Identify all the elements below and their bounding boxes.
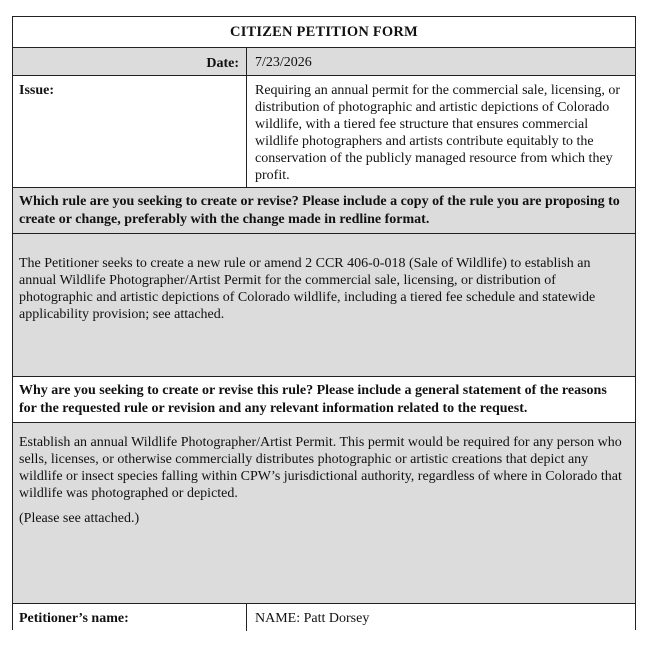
- issue-text: Requiring an annual permit for the commercial sale, licensing, or distribution of photographic and artistic depictions of Colorado wildlife, with a tiered fee structure that ensures commercial wildlife photographers and artists contribute equitably to the conservation of the publicly managed resource from which they profit.: [246, 76, 635, 187]
- issue-row: [13, 75, 635, 187]
- answer-rule: The Petitioner seeks to create a new rule or amend 2 CCR 406-0-018 (Sale of Wildlife) to establish an annual Wildlife Photographer/Artist Permit for the commercial sale, licensing, or distribution of photographic and artistic depictions of Colorado wildlife, including a tiered fee schedule and statewide applicability provision; see attached.: [13, 233, 635, 376]
- petitioner-label: Petitioner’s name:: [19, 611, 129, 626]
- question-rule: Which rule are you seeking to create or revise? Please include a copy of the rule you are proposing to create or change, preferably with the change made in redline format.: [13, 187, 635, 233]
- question-reason: Why are you seeking to create or revise this rule? Please include a general statement of the reasons for the requested rule or revision and any relevant information related to the request.: [13, 376, 635, 422]
- petitioner-row: [13, 603, 635, 631]
- issue-label: Issue:: [19, 83, 55, 98]
- form-title: CITIZEN PETITION FORM: [13, 17, 635, 47]
- answer-reason-paragraph: Establish an annual Wildlife Photographer/Artist Permit. This permit would be required for any person who sells, licenses, or otherwise commercially distributes photographic or artistic creations that depict any wildlife or insect species falling within CPW’s jurisdictional authority, regardless of where in Colorado that wildlife was photographed or depicted.: [19, 435, 622, 501]
- citizen-petition-form: [12, 16, 636, 630]
- date-label: Date:: [206, 56, 239, 71]
- date-row: [13, 47, 635, 75]
- petitioner-name: NAME: Patt Dorsey: [246, 604, 635, 631]
- date-value: 7/23/2026: [246, 48, 635, 75]
- answer-reason: [13, 422, 635, 603]
- answer-reason-note: (Please see attached.): [19, 511, 140, 526]
